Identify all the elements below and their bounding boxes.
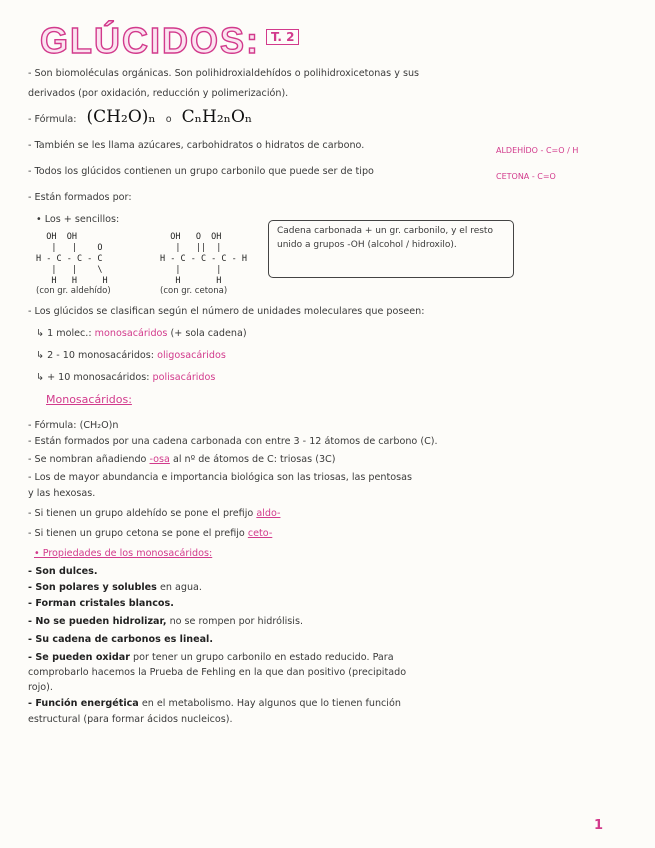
mono-aldo: [28, 506, 280, 521]
mono-chain: - Están formados por una cadena carbonada con entre 3 - 12 átomos de carbono (C).: [28, 436, 438, 447]
oxidize-bold: - Se pueden oxidar: [28, 652, 130, 663]
mono-ceto-term: ceto-: [247, 528, 273, 539]
property-1: [28, 564, 98, 579]
aldehyde-type-label: ALDEHÍDO - C=O / H: [496, 146, 579, 155]
property-3-bold: - Forman cristales blancos.: [28, 598, 174, 609]
property-4: [28, 614, 303, 629]
property-2-bold: - Son polares y solubles: [28, 582, 157, 593]
topic-badge: T. 2: [266, 29, 299, 45]
intro-line-2: derivados (por oxidación, reducción y polimerización).: [28, 88, 289, 99]
classification-item-1: [36, 326, 247, 341]
mono-aldo-prefix: - Si tienen un grupo aldehído se pone el prefijo: [28, 508, 254, 519]
energy-line-2: estructural (para formar ácidos nucleicos).: [28, 714, 233, 725]
oxidize-line-2: comprobarlo hacemos la Prueba de Fehling en la que dan positivo (precipitado: [28, 667, 407, 678]
aldehyde-caption: (con gr. aldehído): [36, 286, 111, 296]
mono-naming-term: -osa: [149, 454, 170, 465]
page-title: GLÚCIDOS:: [40, 20, 260, 61]
formula-label: - Fórmula:: [28, 114, 77, 125]
property-2: [28, 580, 202, 595]
mono-naming-prefix: - Se nombran añadiendo: [28, 454, 147, 465]
ketone-caption: (con gr. cetona): [160, 286, 228, 296]
classification-1-prefix: ↳ 1 molec.:: [36, 328, 92, 339]
classification-item-3: [36, 370, 215, 385]
classification-1-suffix: (+ sola cadena): [170, 328, 247, 339]
classification-2-term: oligosacáridos: [157, 350, 226, 361]
mono-naming: [28, 452, 336, 467]
properties-heading: • Propiedades de los monosacáridos:: [34, 548, 213, 559]
classification-2-prefix: ↳ 2 - 10 monosacáridos:: [36, 350, 155, 361]
formula-or: o: [165, 114, 172, 125]
simplest-line: • Los + sencillos:: [36, 214, 120, 225]
mono-abundance-1: - Los de mayor abundancia e importancia biológica son las triosas, las pentosas: [28, 472, 413, 483]
energy-line-1: [28, 696, 401, 711]
page-number: 1: [594, 818, 604, 833]
title-row: [40, 20, 299, 62]
classification-intro: - Los glúcidos se clasifican según el número de unidades moleculares que poseen:: [28, 306, 425, 317]
property-1-bold: - Son dulces.: [28, 566, 98, 577]
definition-note-box: Cadena carbonada + un gr. carbonilo, y el resto unido a grupos -OH (alcohol / hidroxilo).: [268, 220, 514, 278]
monosaccharides-heading: Monosacáridos:: [46, 393, 132, 406]
classification-3-prefix: ↳ + 10 monosacáridos:: [36, 372, 150, 383]
aldehyde-structure: OH OH | | O H - C - C - C | | \ H H H: [36, 232, 108, 286]
oxidize-line-3: rojo).: [28, 682, 53, 693]
property-4-bold: - No se pueden hidrolizar,: [28, 616, 167, 627]
property-2-rest: en agua.: [159, 582, 202, 593]
also-called-line: - También se les llama azúcares, carbohidratos o hidratos de carbono.: [28, 140, 365, 151]
ketone-structure: OH O OH | || | H - C - C - C - H | | H H: [160, 232, 247, 286]
mono-aldo-term: aldo-: [256, 508, 281, 519]
property-4-rest: no se rompen por hidrólisis.: [169, 616, 304, 627]
mono-naming-rest: al nº de átomos de C: triosas (3C): [172, 454, 336, 465]
energy-bold: - Función energética: [28, 698, 139, 709]
mono-ceto-prefix: - Si tienen un grupo cetona se pone el prefijo: [28, 528, 245, 539]
formula-row: [28, 107, 253, 127]
carbonyl-line: - Todos los glúcidos contienen un grupo carbonilo que puede ser de tipo: [28, 166, 374, 177]
classification-3-term: polisacáridos: [152, 372, 216, 383]
mono-abundance-2: y las hexosas.: [28, 488, 96, 499]
formula-1: (CH₂O)ₙ: [86, 107, 156, 127]
mono-ceto: [28, 526, 272, 541]
formed-by-line: - Están formados por:: [28, 192, 132, 203]
classification-1-term: monosacáridos: [94, 328, 168, 339]
oxidize-line-1: [28, 650, 394, 665]
intro-line-1: - Son biomoléculas orgánicas. Son polihidroxialdehídos o polihidroxicetonas y sus: [28, 68, 420, 79]
property-5-bold: - Su cadena de carbonos es lineal.: [28, 634, 213, 645]
mono-formula: - Fórmula: (CH₂O)n: [28, 420, 119, 431]
classification-item-2: [36, 348, 226, 363]
property-3: [28, 596, 174, 611]
property-5: [28, 632, 213, 647]
formula-2: CₙH₂ₙOₙ: [181, 107, 253, 127]
oxidize-rest: por tener un grupo carbonilo en estado reducido. Para: [133, 652, 394, 663]
ketone-type-label: CETONA - C=O: [496, 172, 556, 181]
energy-rest: en el metabolismo. Hay algunos que lo tienen función: [141, 698, 401, 709]
